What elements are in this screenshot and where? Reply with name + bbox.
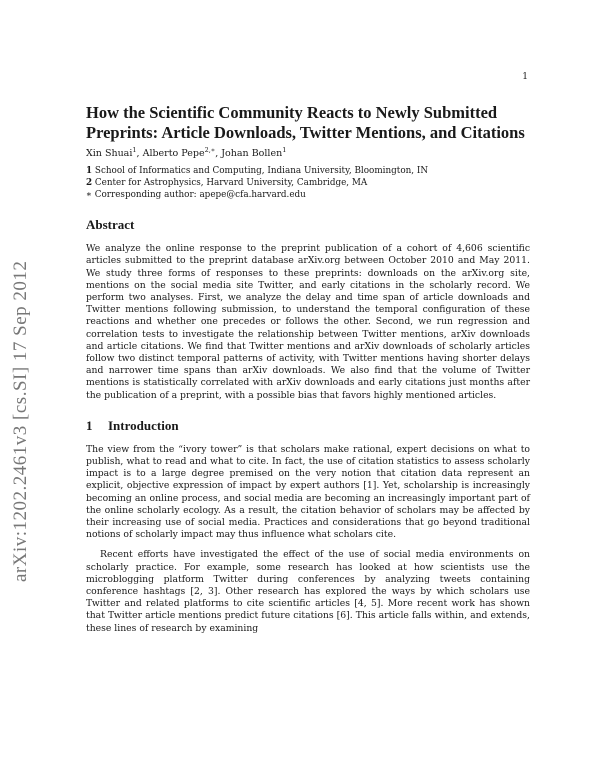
- affiliation-mark: 2: [86, 178, 93, 189]
- author-affil-mark: 2,∗: [204, 146, 216, 154]
- section-heading: [86, 418, 530, 434]
- author-list: Xin Shuai$^1$, Alberto Pepe$^{2,∗}$, Johan Bollen$^1$: [86, 146, 287, 160]
- section-title: Introduction: [108, 417, 179, 433]
- affiliation-text: Center for Astrophysics, Harvard University, Cambridge, MA: [94, 178, 368, 189]
- author-name: Alberto Pepe: [142, 148, 205, 160]
- abstract-text: We analyze the online response to the preprint publication of a cohort of 4,606 scientific articles submitted to the preprint database arXiv.org between October 2010 and May 2011. We study three forms of responses to these preprints: downloads on the arXiv.org site, mentions on the social media site Twitter, and early citations in the scholarly record. We perform two analyses. First, we analyze the delay and time span of article downloads and Twitter mentions following submission, to understand the temporal configuration of these reactions and whether one precedes or follows the other. Second, we run regression and correlation tests to investigate the relationship between Twitter mentions, arXiv downloads and article citations. We find that Twitter mentions and arXiv downloads of scholarly articles follow two distinct temporal patterns of activity, with Twitter mentions having shorter delays and narrower time spans than arXiv downloads. We also find that the volume of Twitter mentions is statistically correlated with arXiv downloads and early citations just months after the publication of a preprint, with a possible bias that favors highly mentioned articles.: [86, 243, 530, 401]
- author-affil-mark: 1: [132, 146, 137, 154]
- affiliation-text: Corresponding author: apepe@cfa.harvard.edu: [94, 190, 306, 201]
- body-paragraph: Recent efforts have investigated the effect of the use of social media environments on scholarly practice. For example, some research has looked at how scientists use the microblogging platform Twitter during conferences by analyzing tweets containing conference hashtags [2, 3]. Other research has explored the ways by which scholars use Twitter and related platforms to cite scientific articles [4, 5]. More recent work has shown that Twitter article mentions predict future citations [6]. This article falls within, and extends, these lines of research by examining: [86, 549, 530, 634]
- page-content: [86, 103, 530, 635]
- abstract-heading: Abstract: [86, 217, 135, 233]
- arxiv-identifier: arXiv:1202.2461v3 [cs.SI] 17 Sep 2012: [10, 260, 31, 582]
- affiliation-mark: ∗: [86, 190, 92, 201]
- section-number: 1: [86, 417, 93, 433]
- body-paragraph: The view from the “ivory tower” is that scholars make rational, expert decisions on what to publish, what to read and what to cite. In fact, the use of citation statistics to assess scholarly impact is to a large degree premised on the very notion that citation data represent an explicit, objective expression of impact by expert authors [1]. Yet, scholarship is increasingly becoming an online process, and social media are becoming an increasingly important part of the online scholarly ecology. As a result, the citation behavior of scholars may be affected by their increasing use of social media. Practices and considerations that go beyond traditional notions of scholarly impact may thus influence what scholars cite.: [86, 443, 530, 541]
- paper-title: How the Scientific Community Reacts to Newly Submitted Preprints: Article Downloads, Twitter Mentions, and Citations: [86, 103, 525, 142]
- author-name: Xin Shuai: [86, 148, 133, 160]
- affiliation-mark: 1: [86, 166, 93, 177]
- affiliation: [86, 165, 530, 177]
- author-name: Johan Bollen: [221, 148, 283, 160]
- author-affil-mark: 1: [282, 146, 287, 154]
- page-number: 1: [522, 72, 528, 82]
- affiliation: [86, 177, 530, 189]
- affiliation-text: School of Informatics and Computing, Indiana University, Bloomington, IN: [94, 166, 429, 177]
- corresponding-author: [86, 189, 530, 201]
